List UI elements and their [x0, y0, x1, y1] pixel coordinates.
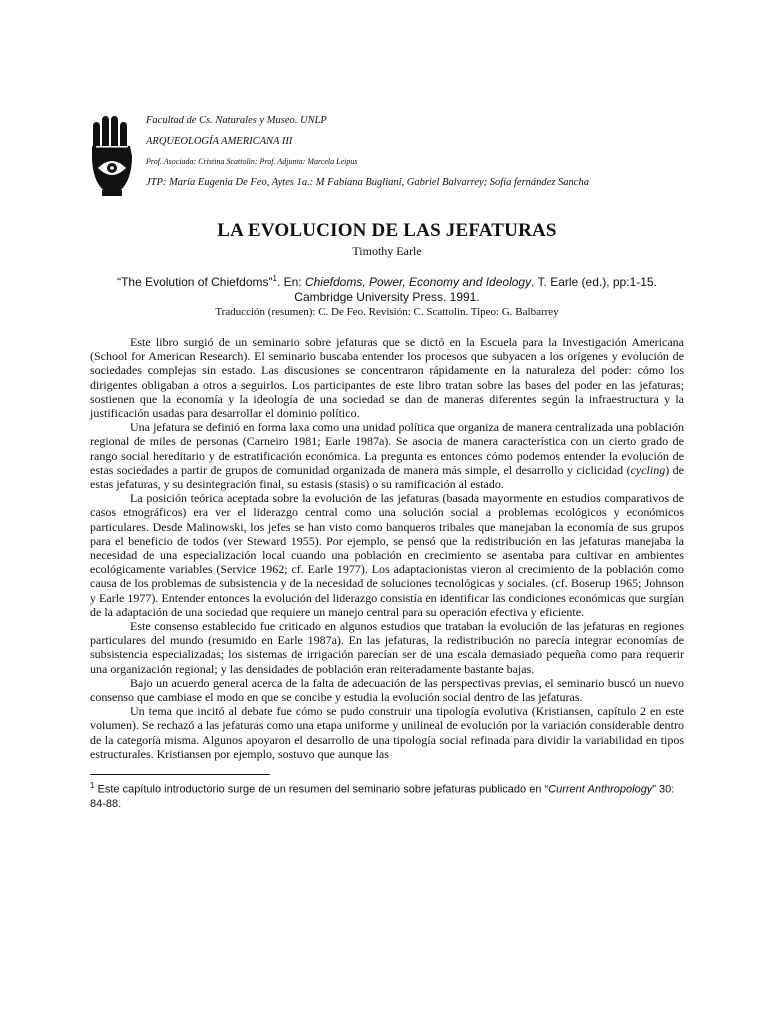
footnote-rest: ” 30: 84-88.: [90, 783, 675, 810]
paragraph-3: La posición teórica aceptada sobre la evolución de las jefaturas (basada mayormente en estudios comparativos de casos etnográficos) era ver el liderazgo central como una solución social a problemas ecológicos y económicos particulares. Desde Malinowski, los jefes se han visto como banqueros tribales que manejaban la economía de sus grupos para el beneficio de todos (ver Steward 1955). Por ejemplo, se pensó que la redistribución en las jefaturas manejaba la necesidad de una especialización local cuando una población en crecimiento se asentaba para cultivar en ambientes ecológicamente variables (Service 1962; cf. Earle 1977). Los adaptacionistas vieron al crecimiento de la población como causa de los problemas de subsistencia y de la necesidad de soluciones tecnológicas y sociales. (cf. Boserup 1965; Johnson y Earle 1977). Entender entonces la evolución del liderazgo consistía en identificar las condiciones económicas que surgían de la adaptación de una sociedad que requiere un manejo central para su operación efectiva y eficiente.: [90, 491, 684, 619]
document-page: [90, 110, 684, 811]
paragraph-1: Este libro surgió de un seminario sobre jefaturas que se dictó en la Escuela para la Investigación Americana (School for American Research). El seminario buscaba entender los procesos que subyacen a los orígenes y evolución de sociedades complejas sin estado. Las discusiones se concentraron rápidamente en la naturaleza del poder: cómo los dirigentes obligaban a otros a seguirlos. Los participantes de este libro tratan sobre las bases del poder en las jefaturas; sostienen que la economía y la ideología de una sociedad se dan de maneras diferentes según la infraestructura y la justificación usadas para desarrollar el dominio político.: [90, 335, 684, 421]
author-name: Timothy Earle: [352, 244, 422, 258]
institution-header: [90, 110, 684, 212]
hand-eye-emblem-icon: [90, 116, 134, 196]
paragraph-2: [90, 420, 684, 491]
paragraph-5: Bajo un acuerdo general acerca de la falta de adecuación de las perspectivas previas, el seminario buscó un nuevo consenso que cambiase el modo en que se concibe y estudia la evolución social dentro de las jefaturas.: [90, 675, 684, 705]
staff-line: JTP: María Eugenia De Feo, Aytes 1a.: M Fabiana Bugliani, Gabriel Balvarrey; Sofía fernández Sancha: [146, 177, 589, 188]
footnote-divider: [90, 774, 270, 775]
citation-rest: . T. Earle (ed.), pp:1-15. Cambridge University Press. 1991.: [294, 275, 657, 304]
body-text: [90, 335, 684, 761]
source-citation: [90, 271, 684, 305]
paragraph-4: Este consenso establecido fue criticado en algunos estudios que trataban la evolución de las jefaturas en regiones particulares del mundo (resumido en Earle 1987a). En las jefaturas, la redistribución no parecía integrar economías de subsistencia especializadas; los sistemas de irrigación parecían ser de una escala demasiado pequeña como para requerir una organización regional; y las densidades de población eran reiteradamente bastante bajas.: [90, 619, 684, 676]
footnote-journal: Current Anthropology: [548, 783, 653, 796]
citation-original-title: “The Evolution of Chiefdoms”: [117, 275, 273, 289]
paragraph-2-text-a: Una jefatura se definió en forma laxa como una unidad política que organiza de manera centralizada una población regional de miles de personas (Carneiro 1981; Earle 1987a). Se asocia de manera característica con un cierto grado de rango social hereditario y de estratificación económica. La pregunta es entonces cómo podemos entender la evolución de estas sociedades a partir de grupos de comunidad organizada de manera más simple, el desarrollo y ciclicidad (: [90, 420, 684, 477]
faculty-line: Facultad de Cs. Naturales y Museo. UNLP: [146, 115, 327, 126]
citation-book-title: Chiefdoms, Power, Economy and Ideology: [304, 275, 532, 289]
header-lines: [146, 110, 686, 193]
translation-credits: Traducción (resumen): C. De Feo. Revisión: C. Scattolin. Tipeo: G. Balbarrey: [215, 306, 559, 318]
course-line: ARQUEOLOGÍA AMERICANA III: [146, 136, 293, 147]
paragraph-6: Un tema que incitó al debate fue cómo se pudo construir una tipología evolutiva (Kristiansen, capítulo 2 en este volumen). Se rechazó a las jefaturas como una etapa uniforme y unilineal de evolución por la variación considerable dentro de la categoría misma. Algunos apoyaron el desarrollo de una tipología social refinada para dividir la variabilidad en tipos estructurales. Kristiansen por ejemplo, sostuvo que aunque las: [90, 704, 684, 761]
footnote: [90, 779, 684, 811]
footnote-text: Este capítulo introductorio surge de un resumen del seminario sobre jefaturas publicado en “: [94, 783, 549, 796]
paragraph-2-italic-term: cycling: [630, 462, 666, 477]
professors-line: Prof. Asociada: Cristina Scattolin; Prof. Adjunta: Marcela Leipus: [146, 157, 358, 166]
document-title: LA EVOLUCION DE LAS JEFATURAS: [217, 220, 557, 241]
citation-in-label: . En:: [276, 275, 305, 289]
footnote-mark: 1: [90, 781, 95, 791]
paragraph-2-text-b: ) de estas jefaturas, y su desintegración final, su estasis (stasis) o su ramificación al estado.: [90, 462, 684, 492]
footnote-reference[interactable]: 1: [272, 274, 277, 283]
